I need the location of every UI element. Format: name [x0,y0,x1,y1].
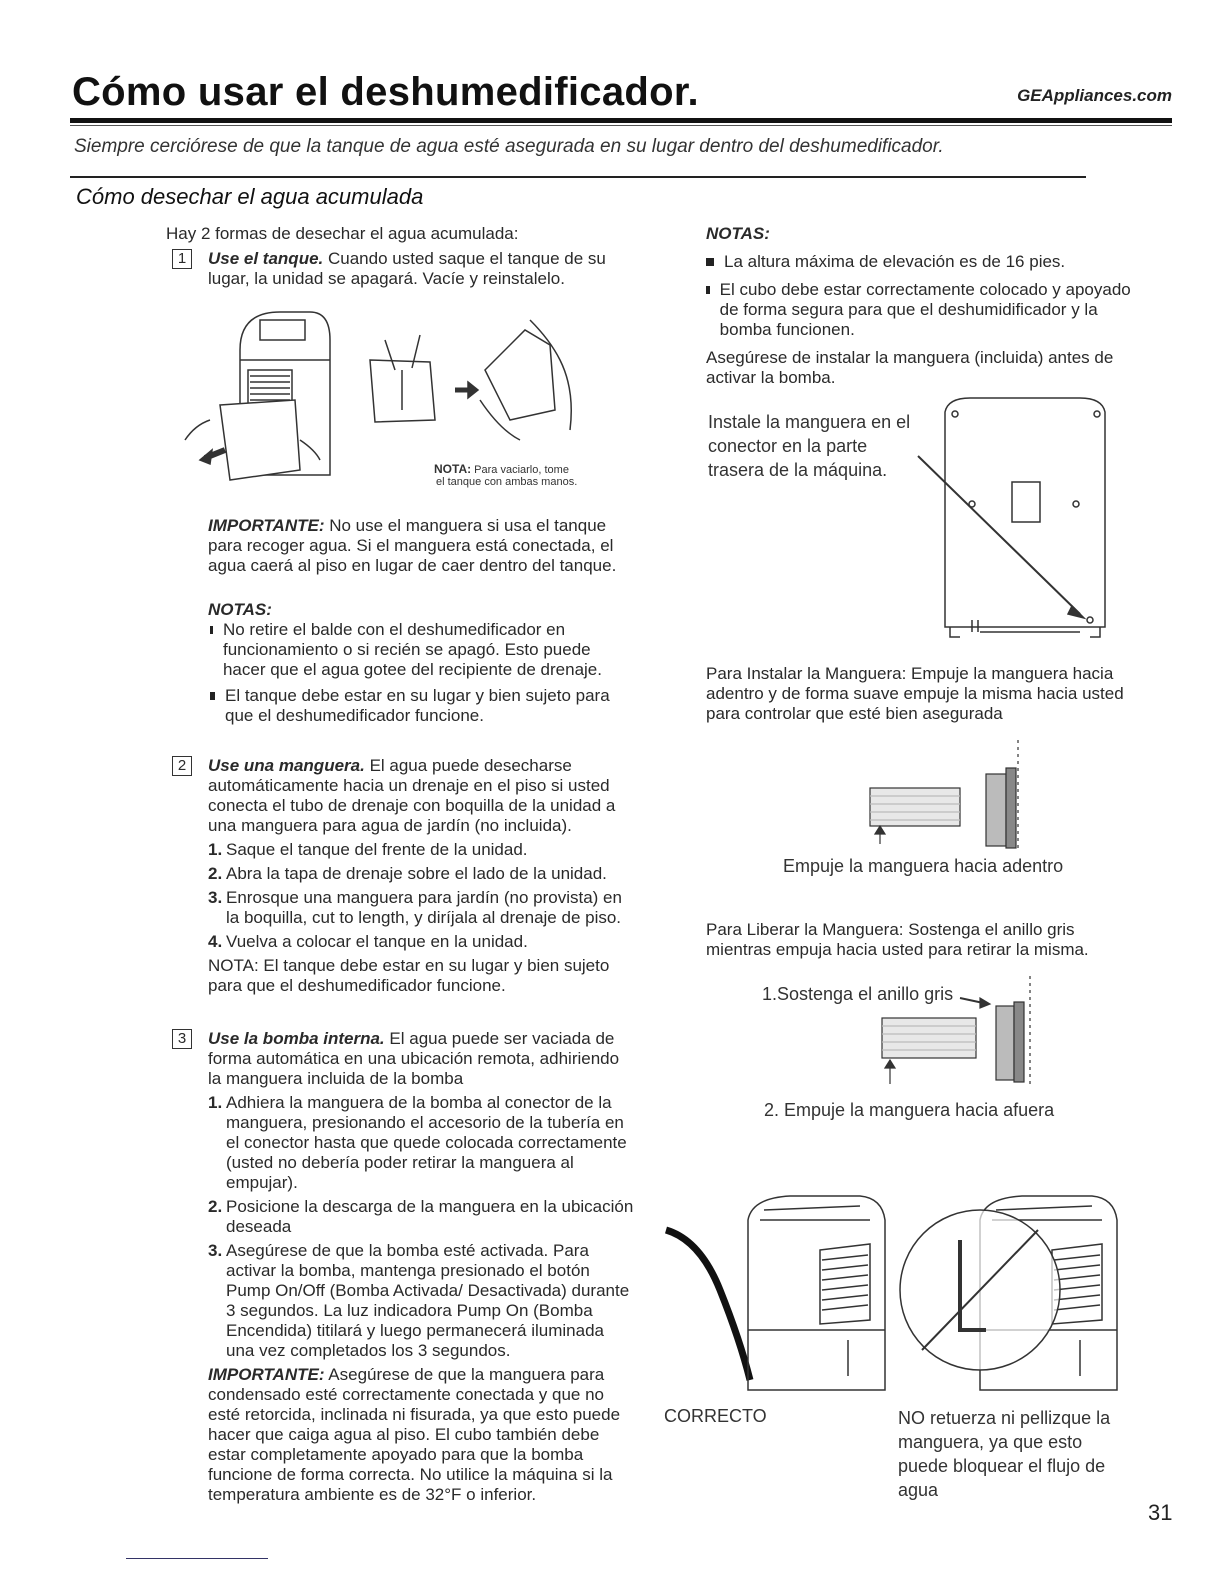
step-number: 3. [208,1241,223,1260]
item-1 [172,249,632,289]
step-text: Enrosque una manguera para jardín (no provista) en la boquilla, cut to length, y diríjala al drenaje de piso. [226,888,622,927]
figure-note-label: NOTA: [434,462,472,476]
important-text: No use el manguera si usa el tanque para recoger agua. Si el manguera está conectada, el agua caerá al piso en lugar de caer dentro del tanque. [208,516,617,575]
lead-text: Hay 2 formas de desechar el agua acumulada: [166,224,519,243]
footer-line [126,1558,268,1559]
item-3 [172,1029,642,1505]
section-divider [70,176,1086,178]
install-note: Asegúrese de instalar la manguera (incluida) antes de activar la bomba. [706,348,1114,387]
item-title: Use la bomba interna. [208,1029,385,1048]
step-text: Vuelva a colocar el tanque en la unidad. [226,932,528,951]
section-title: Cómo desechar el agua acumulada [76,184,424,209]
steps-list [208,840,636,952]
figure-note [434,462,634,488]
important-1 [208,516,628,576]
notas-item: El tanque debe estar en su lugar y bien sujeto para que el deshumedificador funcione. [225,686,610,725]
callout-text: Instale la manguera en el conector en la parte trasera de la máquina. [708,412,911,480]
notas-item: La altura máxima de elevación es de 16 pies. [724,252,1066,271]
notas-list [210,620,630,726]
item-title: Use el tanque. [208,249,324,268]
bullet-icon [706,258,714,266]
steps-list [208,1093,636,1361]
step-number: 1. [208,840,223,859]
step-number: 2. [208,864,223,883]
item-2 [172,756,642,996]
incorrect-label: NO retuerza ni pellizque la manguera, ya que esto puede bloquear el flujo de agua [898,1408,1111,1500]
install-text: Para Instalar la Manguera: Empuje la manguera hacia adentro y de forma suave empuje la misma hacia usted para controlar que esté bien asegurada [706,664,1124,723]
right-notas-label: NOTAS: [706,224,770,243]
item-title: Use una manguera. [208,756,365,775]
release-illustration [876,976,1046,1086]
item-number: 1 [172,249,192,269]
figure-note-line1: Para vaciarlo, tome [474,464,569,476]
header-rule-thin [70,125,1172,126]
step-text: Abra la tapa de drenaje sobre el lado de la unidad. [226,864,607,883]
item-number: 2 [172,756,192,776]
important-label: IMPORTANTE: [208,516,325,535]
page-number: 31 [1148,1500,1173,1525]
release-step-1: 1.Sostenga el anillo gris [762,984,954,1004]
item-text: El agua puede desecharse automáticamente hacia un drenaje en el piso si usted conecta el tubo de drenaje con boquilla de la unidad a una manguera para agua de jardín (no incluida). [208,756,616,835]
push-in-caption: Empuje la manguera hacia adentro [783,856,1064,876]
correct-incorrect-illustration [660,1180,1140,1405]
notas-label: NOTAS: [208,600,272,619]
figure-note-line2: el tanque con ambas manos. [436,476,578,488]
notas-item: El cubo debe estar correctamente colocado y apoyado de forma segura para que el deshumidificador y la bomba funcionen. [719,280,1131,339]
release-step-2: 2. Empuje la manguera hacia afuera [764,1100,1055,1120]
step-number: 1. [208,1093,223,1112]
bullet-icon [210,626,213,634]
bullet-icon [706,286,710,294]
step-text: Adhiera la manguera de la bomba al conector de la manguera, presionando el accesorio de la tubería en el conector hasta que quede colocada correctamente (usted no debería poder retirar la manguera al empujar). [226,1093,627,1192]
important-text: Asegúrese de que la manguera para condensado esté correctamente conectada y que no esté retorcida, inclinada ni fisurada, ya que esto puede hacer que caiga agua al piso. El cubo también debe estar completamente apoyado para que la bomba funcione de forma correcta. No utilice la máquina si la temperatura ambiente es de 32°F o inferior. [208,1365,621,1504]
step-number: 4. [208,932,223,951]
step-number: 2. [208,1197,223,1216]
page-title: Cómo usar el deshumedificador. [72,70,699,114]
push-in-illustration [860,740,1040,850]
step-text: Posicione la descarga de la manguera en la ubicación deseada [226,1197,634,1236]
item-text: Cuando usted saque el tanque de su lugar, la unidad se apagará. Vacíe y reinstalelo. [208,249,606,288]
release-text: Para Liberar la Manguera: Sostenga el anillo gris mientras empuja hacia usted para retirar la misma. [706,920,1089,959]
step-text: Asegúrese de que la bomba esté activada. Para activar la bomba, mantenga presionado el botón Pump On/Off (Bomba Activada/ Desactivada) durante 3 segundos. La luz indicadora Pump On (Bomba Encendida) titilará y luego permanecerá iluminada una vez completados los 3 segundos. [226,1241,630,1360]
step-number: 3. [208,888,223,907]
machine-back-illustration [900,392,1130,650]
item-note: NOTA: El tanque debe estar en su lugar y bien sujeto para que el deshumedificador funcione. [208,956,610,995]
right-notas-list [706,252,1146,340]
item-number: 3 [172,1029,192,1049]
step-text: Saque el tanque del frente de la unidad. [226,840,528,859]
intro-text: Siempre cerciórese de que la tanque de agua esté asegurada en su lugar dentro del deshumedificador. [74,136,944,157]
correct-label: CORRECTO [664,1406,767,1426]
item-text: El agua puede ser vaciada de forma automática en una ubicación remota, adhiriendo la manguera incluida de la bomba [208,1029,620,1088]
bullet-icon [210,692,215,700]
header-rule [70,118,1172,123]
notas-item: No retire el balde con el deshumedificador en funcionamiento o si recién se apagó. Esto puede hacer que el agua gotee del recipiente de drenaje. [222,620,602,679]
important-label: IMPORTANTE: [208,1365,325,1384]
website-link[interactable]: GEAppliances.com [1017,86,1172,105]
